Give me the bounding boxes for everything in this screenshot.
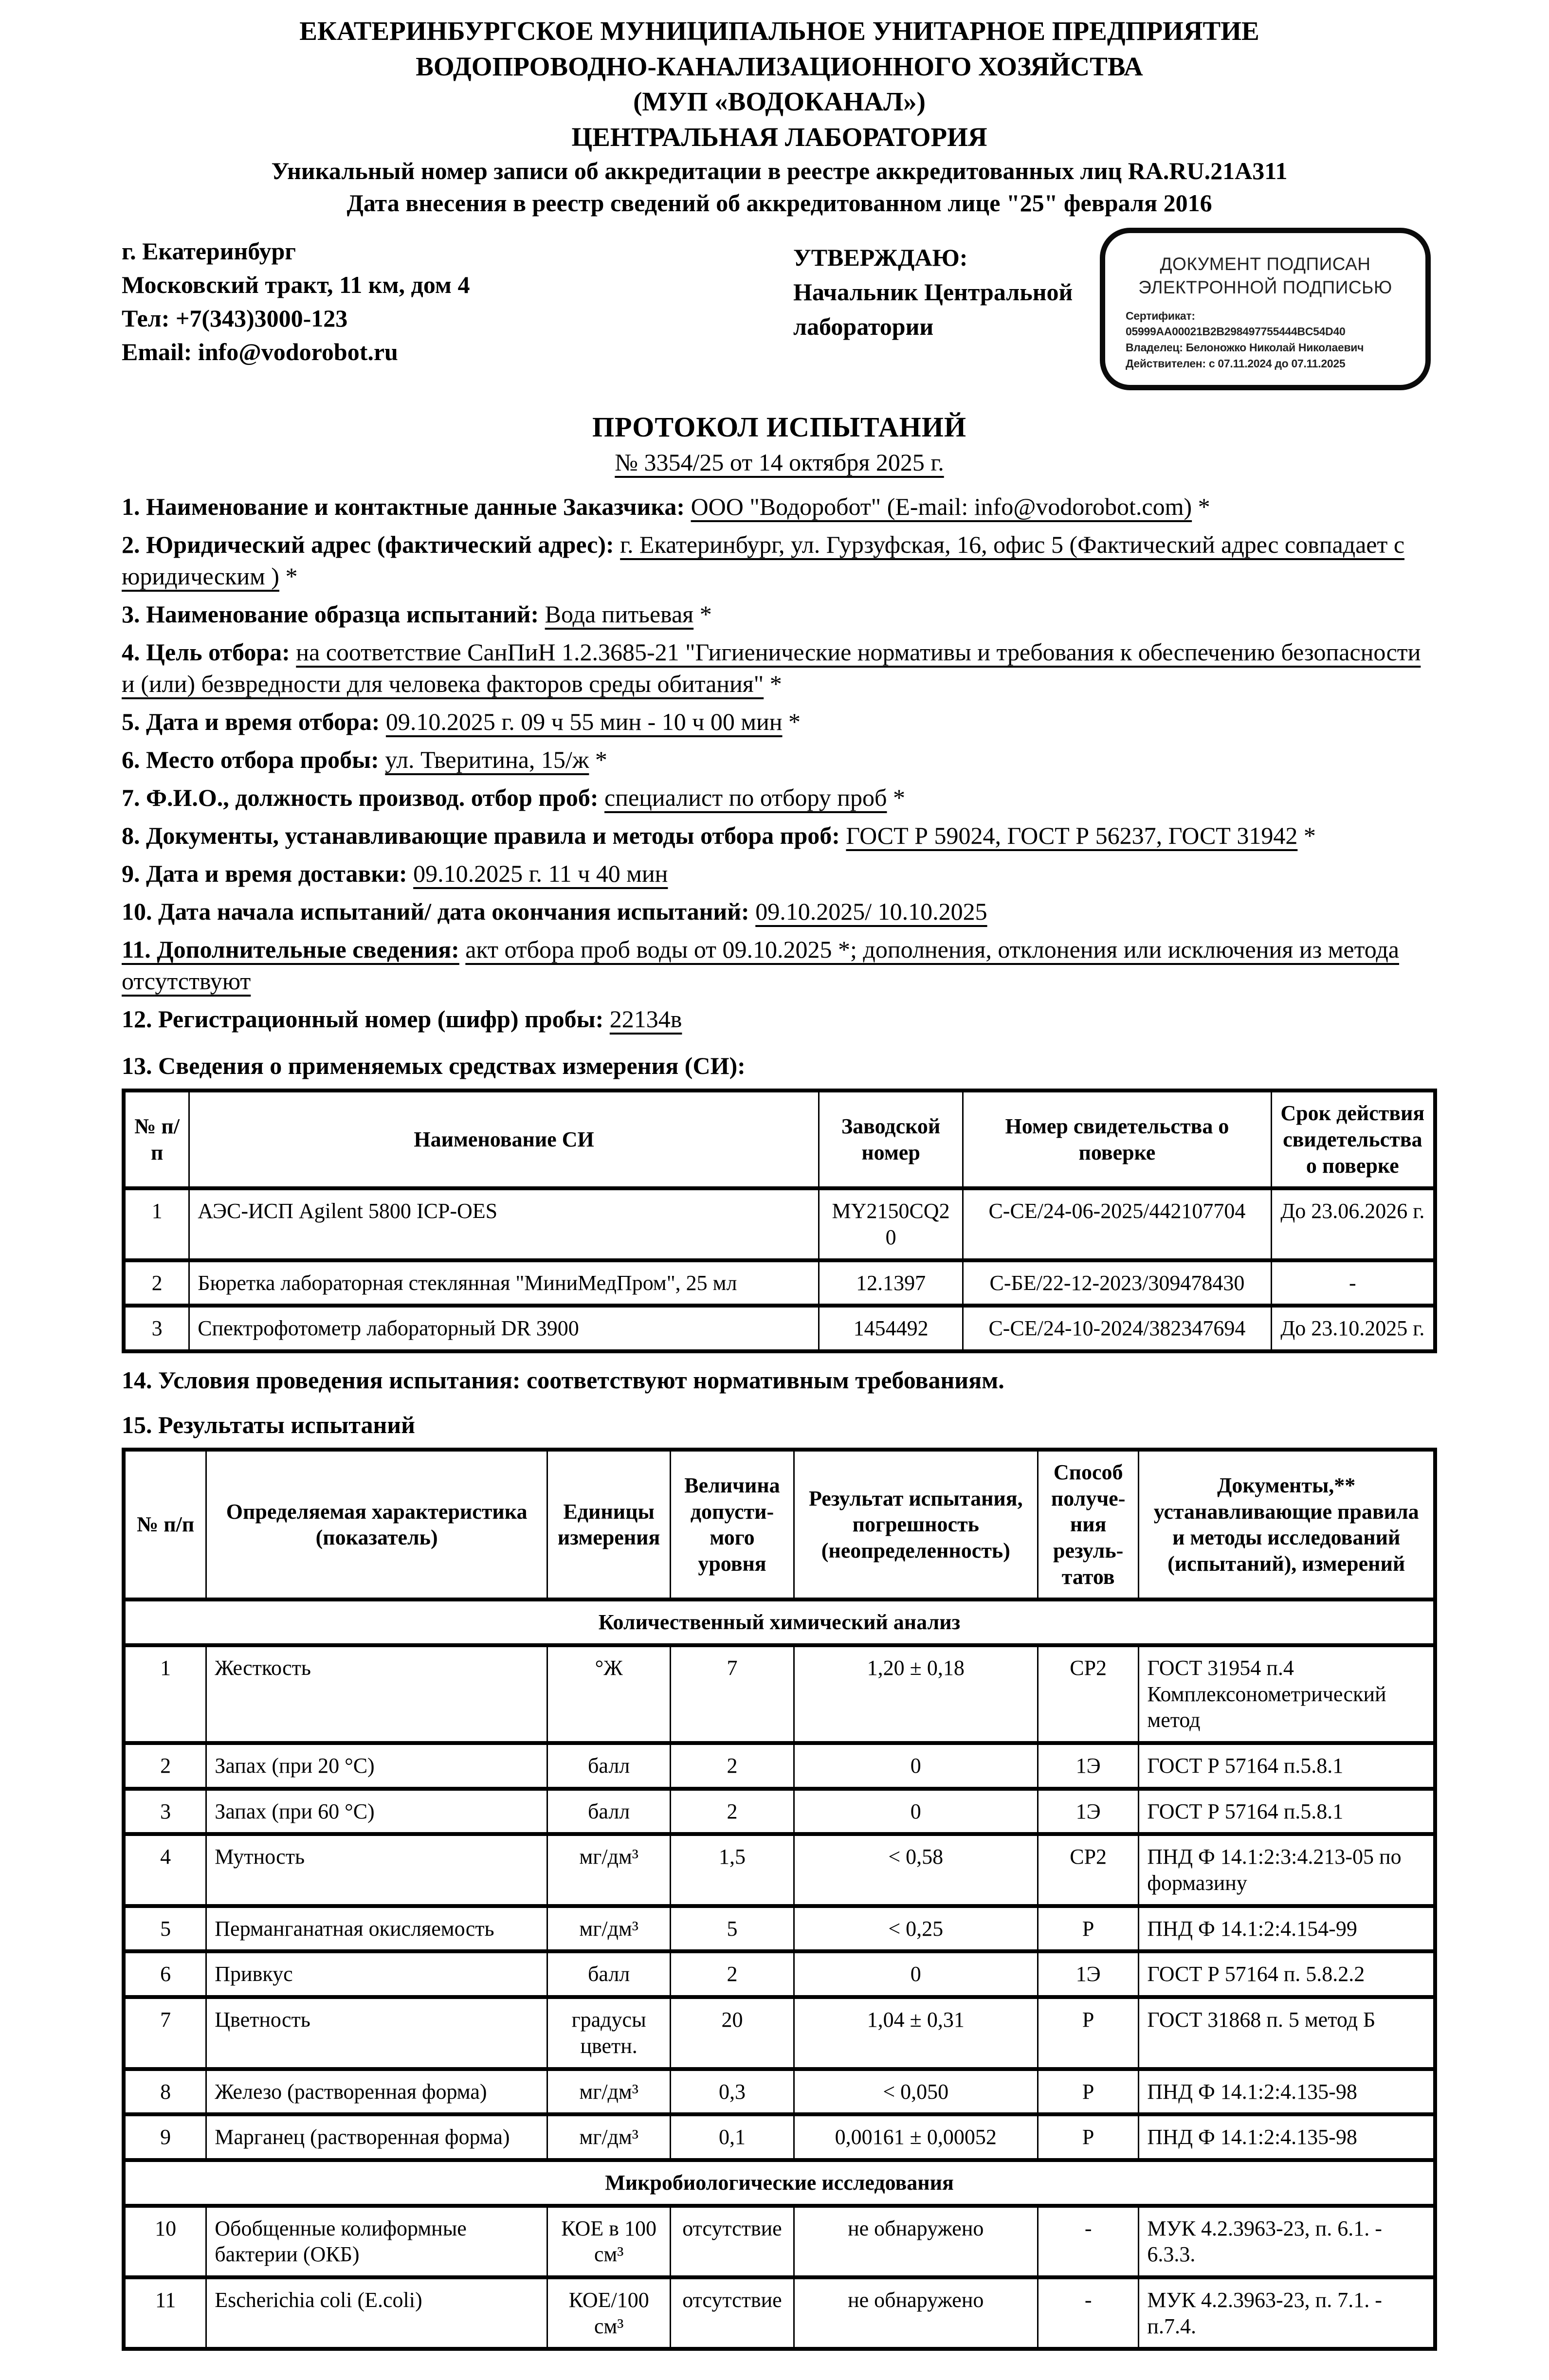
stamp-title-line2: ЭЛЕКТРОННОЙ ПОДПИСЬЮ (1138, 277, 1392, 297)
cell: - (1038, 2277, 1139, 2349)
cell: 9 (124, 2114, 206, 2160)
digital-signature-stamp (1100, 228, 1431, 390)
cell: °Ж (547, 1645, 670, 1743)
cell: 1 (124, 1645, 206, 1743)
item-value: 09.10.2025 г. 09 ч 55 мин - 10 ч 00 мин (385, 708, 783, 736)
item-label: 3. Наименование образца испытаний: (122, 600, 539, 628)
document-number (122, 448, 1437, 476)
item-value: ООО "Водоробот" (E-mail: info@vodorobot.com) (691, 493, 1192, 521)
cell: отсутствие (671, 2277, 794, 2349)
cell: отсутствие (671, 2206, 794, 2277)
item-value: ул. Тверитина, 15/ж (385, 746, 589, 774)
contact-address: Московский тракт, 11 км, дом 4 (122, 271, 470, 299)
conditions-line: 14. Условия проведения испытания: соответствуют нормативным требованиям. (122, 1366, 1004, 1394)
item-label: 6. Место отбора пробы: (122, 746, 379, 774)
table-row (124, 2206, 1435, 2277)
cell: КОЕ в 100 см³ (547, 2206, 670, 2277)
item-suffix: * (1192, 493, 1210, 521)
item-6 (122, 744, 1437, 776)
cell: 12.1397 (819, 1260, 963, 1306)
cell: 0 (794, 1951, 1038, 1997)
results-table (122, 1448, 1437, 2351)
cell: мг/дм³ (547, 1906, 670, 1952)
cell: < 0,25 (794, 1906, 1038, 1952)
cell: ПНД Ф 14.1:2:4.154-99 (1139, 1906, 1435, 1952)
cell: 20 (671, 1997, 794, 2069)
cell: 0 (794, 1743, 1038, 1789)
cell: Перманганатная окисляемость (206, 1906, 547, 1952)
item-5 (122, 706, 1437, 738)
cell: не обнаружено (794, 2277, 1038, 2349)
item-10 (122, 896, 1437, 927)
cell: ПНД Ф 14.1:2:4.135-98 (1139, 2069, 1435, 2115)
cell: 2 (124, 1260, 189, 1306)
stamp-validity: Действителен: с 07.11.2024 до 07.11.2025 (1126, 357, 1346, 370)
cell: 1,20 ± 0,18 (794, 1645, 1038, 1743)
section-title: Микробиологические исследования (124, 2160, 1435, 2206)
cell: 3 (124, 1789, 206, 1835)
cell: балл (547, 1951, 670, 1997)
header-cell: Единицы измерения (547, 1450, 670, 1599)
item-label: 9. Дата и время доставки: (122, 860, 407, 888)
item-label: 1. Наименование и контактные данные Заказчика: (122, 493, 685, 521)
item-label: 11. Дополнительные сведения: (122, 936, 459, 963)
cell: 1Э (1038, 1951, 1139, 1997)
cell: Жесткость (206, 1645, 547, 1743)
item-label: 8. Документы, устанавливающие правила и методы отбора проб: (122, 822, 840, 850)
si-section-heading: 13. Сведения о применяемых средствах измерения (СИ): (122, 1052, 746, 1080)
accreditation-date-line: Дата внесения в реестр сведений об аккредитованном лице "25" февраля 2016 (346, 189, 1212, 217)
item-1 (122, 491, 1437, 523)
item-value: 09.10.2025 г. 11 ч 40 мин (413, 860, 668, 888)
title-block (122, 411, 1437, 476)
cell: С-СЕ/24-10-2024/382347694 (963, 1306, 1271, 1351)
cell: Escherichia coli (E.coli) (206, 2277, 547, 2349)
item-suffix: * (1297, 822, 1316, 850)
cell: Мутность (206, 1834, 547, 1906)
cell: < 0,58 (794, 1834, 1038, 1906)
cell: 1Э (1038, 1743, 1139, 1789)
cell: 0,3 (671, 2069, 794, 2115)
cell: Марганец (растворенная форма) (206, 2114, 547, 2160)
item-suffix: * (693, 600, 712, 628)
header-cell: Номер свидетельства о поверке (963, 1090, 1271, 1188)
cell: ГОСТ Р 57164 п.5.8.1 (1139, 1789, 1435, 1835)
cell: 2 (671, 1789, 794, 1835)
cell: Р (1038, 2069, 1139, 2115)
cell: До 23.10.2025 г. (1271, 1306, 1435, 1351)
contact-city: г. Екатеринбург (122, 237, 296, 265)
cell: ПНД Ф 14.1:2:3:4.213-05 по формазину (1139, 1834, 1435, 1906)
table-row (124, 1789, 1435, 1835)
cell: 11 (124, 2277, 206, 2349)
cell: 0 (794, 1789, 1038, 1835)
section-title: Количественный химический анализ (124, 1599, 1435, 1645)
protocol-items (122, 491, 1437, 1035)
approve-line2: Начальник Центральной (793, 278, 1073, 306)
cell: 1,04 ± 0,31 (794, 1997, 1038, 2069)
cell: 1454492 (819, 1306, 963, 1351)
item-suffix: * (782, 708, 801, 736)
cell: СР2 (1038, 1645, 1139, 1743)
section-row-microbiology (124, 2160, 1435, 2206)
document-title: ПРОТОКОЛ ИСПЫТАНИЙ (592, 411, 966, 443)
header-cell: Способ получе- ния резуль- татов (1038, 1450, 1139, 1599)
stamp-title (1126, 253, 1405, 299)
header-cell: Срок действия свидетельства о поверке (1271, 1090, 1435, 1188)
results-heading: 15. Результаты испытаний (122, 1411, 415, 1439)
cell: 7 (671, 1645, 794, 1743)
cell: Р (1038, 2114, 1139, 2160)
results-header-row (124, 1450, 1435, 1599)
cell: 2 (124, 1743, 206, 1789)
cell: не обнаружено (794, 2206, 1038, 2277)
item-label: 7. Ф.И.О., должность производ. отбор проб: (122, 784, 599, 812)
approval-block (793, 240, 1073, 344)
contact-phone: Тел: +7(343)3000-123 (122, 305, 348, 332)
header-cell: Заводской номер (819, 1090, 963, 1188)
table-row (124, 1951, 1435, 1997)
cell: балл (547, 1789, 670, 1835)
item-suffix: * (279, 563, 298, 590)
header-cell: Определяемая характеристика (показатель) (206, 1450, 547, 1599)
item-value: г. Екатеринбург, ул. Гурзуфская, 16, офис 5 (Фактический адрес совпадает с юридическим ) (122, 531, 1405, 590)
table-row (124, 2069, 1435, 2115)
cell: СР2 (1038, 1834, 1139, 1906)
cell: Привкус (206, 1951, 547, 1997)
table-row (124, 1306, 1435, 1351)
table-row (124, 2277, 1435, 2349)
contact-email: Email: info@vodorobot.ru (122, 338, 398, 366)
table-row (124, 1834, 1435, 1906)
cell: 0,1 (671, 2114, 794, 2160)
item-value: Вода питьевая (545, 600, 694, 628)
item-label: 4. Цель отбора: (122, 638, 290, 666)
cell: 2 (671, 1951, 794, 1997)
cell: градусы цветн. (547, 1997, 670, 2069)
item-value: акт отбора проб воды от 09.10.2025 *; дополнения, отклонения или исключения из метода отсутствуют (122, 936, 1399, 995)
stamp-title-line1: ДОКУМЕНТ ПОДПИСАН (1160, 254, 1371, 274)
item-value: ГОСТ Р 59024, ГОСТ Р 56237, ГОСТ 31942 (846, 822, 1298, 850)
si-table (122, 1089, 1437, 1353)
item-4 (122, 636, 1437, 700)
cell: мг/дм³ (547, 2069, 670, 2115)
stamp-owner: Владелец: Белоножко Николай Николаевич (1126, 341, 1364, 354)
header-cell: № п/п (124, 1450, 206, 1599)
document-number-text: № 3354/25 от 14 октября 2025 г. (615, 449, 944, 476)
stamp-certificate: Сертификат: 05999AA00021B2B298497755444BC54D40 (1126, 309, 1346, 338)
table-row (124, 1906, 1435, 1952)
item-2 (122, 529, 1437, 592)
item-suffix: * (764, 670, 782, 698)
item-value: 22134в (609, 1005, 682, 1033)
cell: < 0,050 (794, 2069, 1038, 2115)
cell: - (1271, 1260, 1435, 1306)
cell: АЭС-ИСП Agilent 5800 ICP-OES (189, 1188, 819, 1260)
org-name-line2: ВОДОПРОВОДНО-КАНАЛИЗАЦИОННОГО ХОЗЯЙСТВА (416, 51, 1143, 81)
cell: 1Э (1038, 1789, 1139, 1835)
cell: Р (1038, 1997, 1139, 2069)
org-lab-line: ЦЕНТРАЛЬНАЯ ЛАБОРАТОРИЯ (571, 122, 987, 152)
header-cell: Результат испытания, погрешность (неопределенность) (794, 1450, 1038, 1599)
cell: Запах (при 20 °С) (206, 1743, 547, 1789)
cell: Цветность (206, 1997, 547, 2069)
table-row (124, 1743, 1435, 1789)
item-3 (122, 599, 1437, 630)
table-row (124, 1188, 1435, 1260)
cell: MY2150CQ20 (819, 1188, 963, 1260)
cell: Железо (растворенная форма) (206, 2069, 547, 2115)
cell: 1 (124, 1188, 189, 1260)
item-suffix: * (887, 784, 905, 812)
stamp-details (1126, 308, 1405, 372)
cell: мг/дм³ (547, 1834, 670, 1906)
cell: Р (1038, 1906, 1139, 1952)
item-value: специалист по отбору проб (604, 784, 887, 812)
item-12 (122, 1003, 1437, 1035)
cell: ГОСТ Р 57164 п.5.8.1 (1139, 1743, 1435, 1789)
org-name-line1: ЕКАТЕРИНБУРГСКОЕ МУНИЦИПАЛЬНОЕ УНИТАРНОЕ ПРЕДПРИЯТИЕ (299, 16, 1259, 46)
cell: балл (547, 1743, 670, 1789)
cell: С-БЕ/22-12-2023/309478430 (963, 1260, 1271, 1306)
cell: мг/дм³ (547, 2114, 670, 2160)
table-row (124, 2114, 1435, 2160)
item-label: 5. Дата и время отбора: (122, 708, 380, 736)
cell: ГОСТ 31868 п. 5 метод Б (1139, 1997, 1435, 2069)
approve-line1: УТВЕРЖДАЮ: (793, 244, 968, 272)
org-header (122, 14, 1437, 219)
table-row (124, 1997, 1435, 2069)
cell: 3 (124, 1306, 189, 1351)
item-label: 10. Дата начала испытаний/ дата окончания испытаний: (122, 898, 749, 926)
cell: 1,5 (671, 1834, 794, 1906)
item-label: 2. Юридический адрес (фактический адрес): (122, 531, 614, 559)
header-cell: Величина допусти- мого уровня (671, 1450, 794, 1599)
item-9 (122, 858, 1437, 890)
cell: ГОСТ 31954 п.4 Комплексонометрический метод (1139, 1645, 1435, 1743)
item-7 (122, 782, 1437, 814)
cell: До 23.06.2026 г. (1271, 1188, 1435, 1260)
cell: Бюретка лабораторная стеклянная "МиниМедПром", 25 мл (189, 1260, 819, 1306)
item-11 (122, 934, 1437, 997)
cell: 5 (671, 1906, 794, 1952)
section-row-chemical (124, 1599, 1435, 1645)
item-8 (122, 820, 1437, 852)
cell: Запах (при 60 °С) (206, 1789, 547, 1835)
cell: ПНД Ф 14.1:2:4.135-98 (1139, 2114, 1435, 2160)
cell: 5 (124, 1906, 206, 1952)
cell: 8 (124, 2069, 206, 2115)
table-row (124, 1645, 1435, 1743)
cell: Спектрофотометр лабораторный DR 3900 (189, 1306, 819, 1351)
item-suffix: * (589, 746, 607, 774)
org-name-line3: (МУП «ВОДОКАНАЛ») (633, 87, 926, 117)
cell: МУК 4.2.3963-23, п. 6.1. - 6.3.3. (1139, 2206, 1435, 2277)
lab-contacts (122, 235, 470, 369)
header-cell: Документы,** устанавливающие правила и методы исследований (испытаний), измерений (1139, 1450, 1435, 1599)
cell: 2 (671, 1743, 794, 1789)
cell: 4 (124, 1834, 206, 1906)
item-label: 12. Регистрационный номер (шифр) пробы: (122, 1005, 604, 1033)
item-value: на соответствие СанПиН 1.2.3685-21 "Гигиенические нормативы и требования к обеспечению безопасности и (или) безвредности для человека факторов среды обитания" (122, 638, 1421, 698)
cell: С-СЕ/24-06-2025/442107704 (963, 1188, 1271, 1260)
accreditation-number-line: Уникальный номер записи об аккредитации в реестре аккредитованных лиц RA.RU.21А311 (271, 157, 1288, 185)
cell: 7 (124, 1997, 206, 2069)
cell: ГОСТ Р 57164 п. 5.8.2.2 (1139, 1951, 1435, 1997)
cell: КОЕ/100 см³ (547, 2277, 670, 2349)
approve-line3: лаборатории (793, 313, 934, 341)
cell: 10 (124, 2206, 206, 2277)
si-header-row (124, 1090, 1435, 1188)
header-cell: Наименование СИ (189, 1090, 819, 1188)
cell: Обобщенные колиформные бактерии (ОКБ) (206, 2206, 547, 2277)
table-row (124, 1260, 1435, 1306)
item-value: 09.10.2025/ 10.10.2025 (755, 898, 987, 926)
info-row (122, 228, 1437, 398)
cell: МУК 4.2.3963-23, п. 7.1. - п.7.4. (1139, 2277, 1435, 2349)
cell: 0,00161 ± 0,00052 (794, 2114, 1038, 2160)
cell: 6 (124, 1951, 206, 1997)
cell: - (1038, 2206, 1139, 2277)
header-cell: № п/п (124, 1090, 189, 1188)
